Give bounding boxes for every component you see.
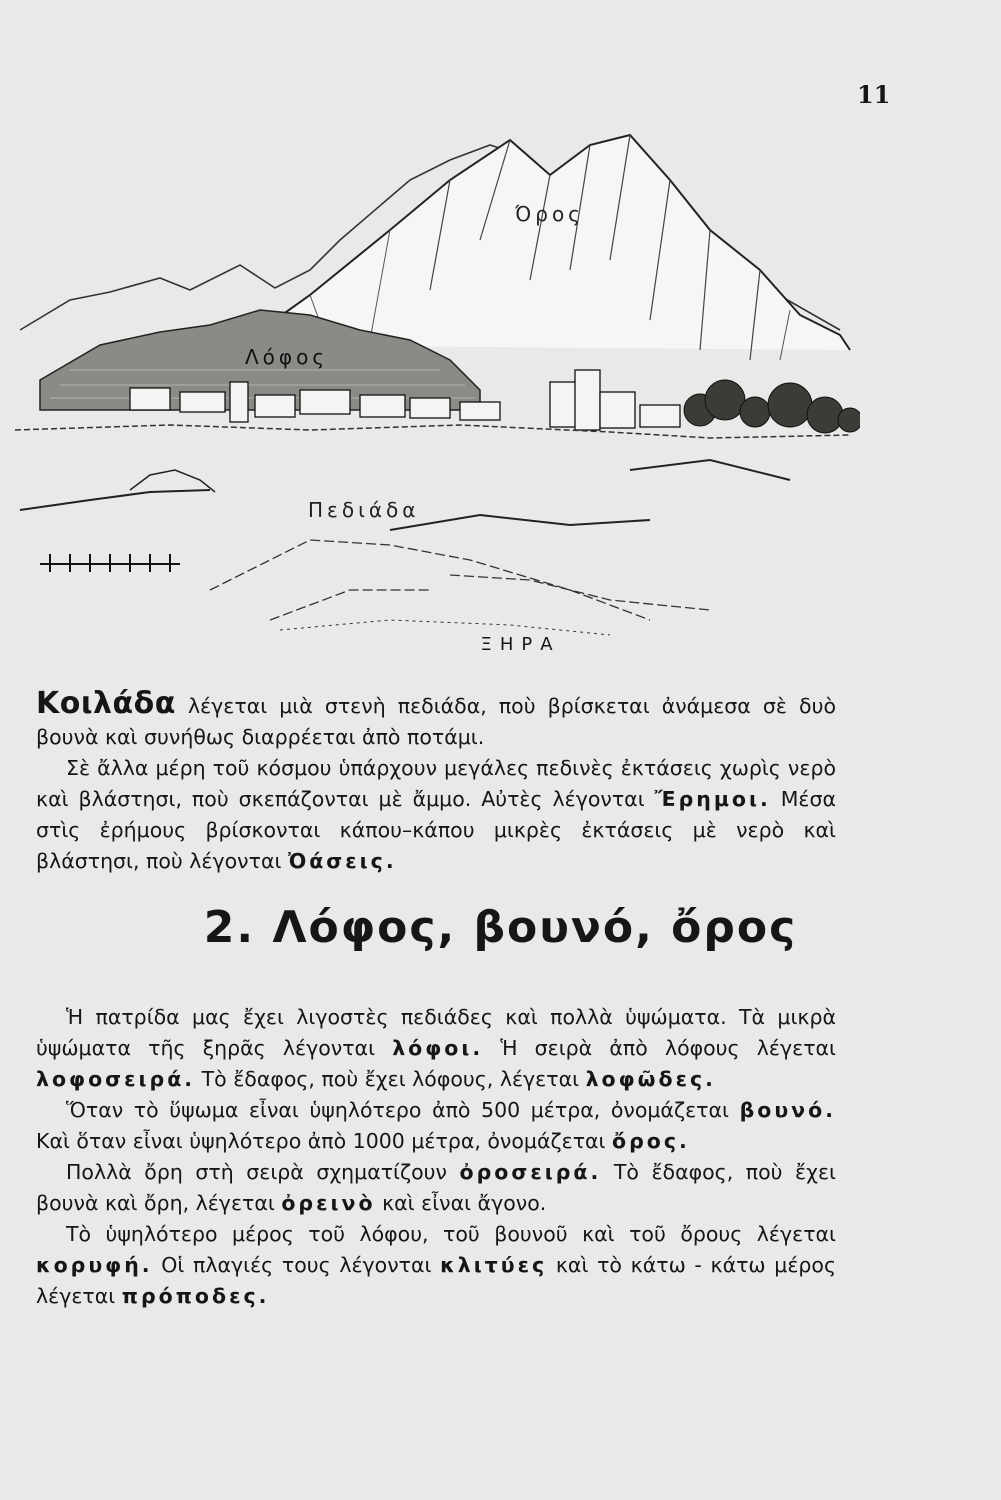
term-mountain-range: ὀροσειρά. <box>459 1160 602 1184</box>
text-parts-1: Τὸ ὑψηλότερο μέρος τοῦ λόφου, τοῦ βουνοῦ καὶ τοῦ ὄρους λέγεται <box>66 1222 836 1246</box>
section-heading: 2. Λόφος, βουνό, ὄρος <box>203 902 798 953</box>
term-foothills: πρόποδες. <box>121 1284 270 1308</box>
label-plain: Πεδιάδα <box>308 498 420 522</box>
term-deserts: Ἔρημοι. <box>654 787 771 811</box>
text-hills-1: Ἡ πατρίδα μας ἔχει λιγοστὲς πεδιάδες καὶ πολλὰ ὑψώματα. Τὰ μικρὰ ὑψώματα τῆς ξηρᾶς λέγονται <box>36 1005 836 1060</box>
text-hills-3: Τὸ ἔδαφος, ποὺ ἔχει λόφους, λέγεται <box>195 1067 586 1091</box>
text-heights-1: Ὅταν τὸ ὕψωμα εἶναι ὑψηλότερο ἀπὸ 500 μέτρα, ὀνομάζεται <box>66 1098 740 1122</box>
page-number: 11 <box>857 80 891 109</box>
term-peak: κορυφή. <box>36 1253 153 1277</box>
text-deserts-a: Σὲ ἄλλα μέρη τοῦ κόσμου ὑπάρχουν μεγάλες πεδινὲς ἐκτάσεις χωρὶς νερὸ καὶ βλάστησι, ποὺ σκεπάζονται μὲ ἄμμο. Αὐτὲς λέγονται <box>36 756 836 811</box>
term-oases: Ὀάσεις. <box>287 849 397 873</box>
text-hills-2: Ἡ σειρὰ ἀπὸ λόφους λέγεται <box>483 1036 836 1060</box>
text-valley: λέγεται μιὰ στενὴ πεδιάδα, ποὺ βρίσκεται ἀνάμεσα σὲ δυὸ βουνὰ καὶ συνήθως διαρρέεται ἀπὸ ποτάμι. <box>36 694 836 749</box>
text-range-3: καὶ εἶναι ἄγονο. <box>375 1191 547 1215</box>
term-mountainous: ὀρεινὸ <box>281 1191 376 1215</box>
tree-cluster <box>684 380 860 433</box>
text-parts-3: καὶ τὸ κάτω - κάτω μέρος λέγεται <box>36 1253 836 1308</box>
term-slopes: κλιτύες <box>440 1253 548 1277</box>
text-parts-2: Οἱ πλαγιές τους λέγονται <box>152 1253 441 1277</box>
label-hill: Λόφος <box>245 345 329 369</box>
text-range-2: Τὸ ἔδαφος, ποὺ ἔχει βουνὰ καὶ ὄρη, λέγεται <box>36 1160 836 1215</box>
term-oros: ὄρος. <box>612 1129 690 1153</box>
term-valley: Κοιλάδα <box>36 686 176 721</box>
paragraph-mountain-heights <box>36 1095 836 1157</box>
text-deserts-b: Μέσα στὶς ἐρήμους βρίσκονται κάπου–κάπου μικρὲς ἐκτάσεις μὲ νερὸ καὶ βλάστησι, ποὺ λέγονται <box>36 787 837 873</box>
landscape-illustration <box>10 120 860 660</box>
paragraph-valley <box>36 688 836 753</box>
term-hill-range: λοφοσειρά. <box>36 1067 196 1091</box>
paragraph-parts <box>36 1219 836 1312</box>
paragraph-hills <box>36 1002 836 1095</box>
paragraph-mountain-range <box>36 1157 836 1219</box>
text-range-1: Πολλὰ ὄρη στὴ σειρὰ σχηματίζουν <box>66 1160 460 1184</box>
paragraph-deserts <box>36 753 836 877</box>
figure-caption: ΞΗΡΑ <box>480 634 561 655</box>
plain-ground <box>15 425 850 438</box>
mountain-oros <box>240 135 850 350</box>
section-1-text <box>36 688 836 877</box>
fence <box>40 554 180 572</box>
text-heights-2: Καὶ ὅταν εἶναι ὑψηλότερο ἀπὸ 1000 μέτρα, ὀνομάζεται <box>36 1129 613 1153</box>
landscape-drawing <box>10 120 860 660</box>
section-2-text <box>36 1002 836 1312</box>
term-hills: λόφοι. <box>392 1036 484 1060</box>
term-hilly: λοφῶδες. <box>585 1067 716 1091</box>
label-mountain: Όρος <box>515 202 584 226</box>
term-vouno: βουνό. <box>739 1098 836 1122</box>
